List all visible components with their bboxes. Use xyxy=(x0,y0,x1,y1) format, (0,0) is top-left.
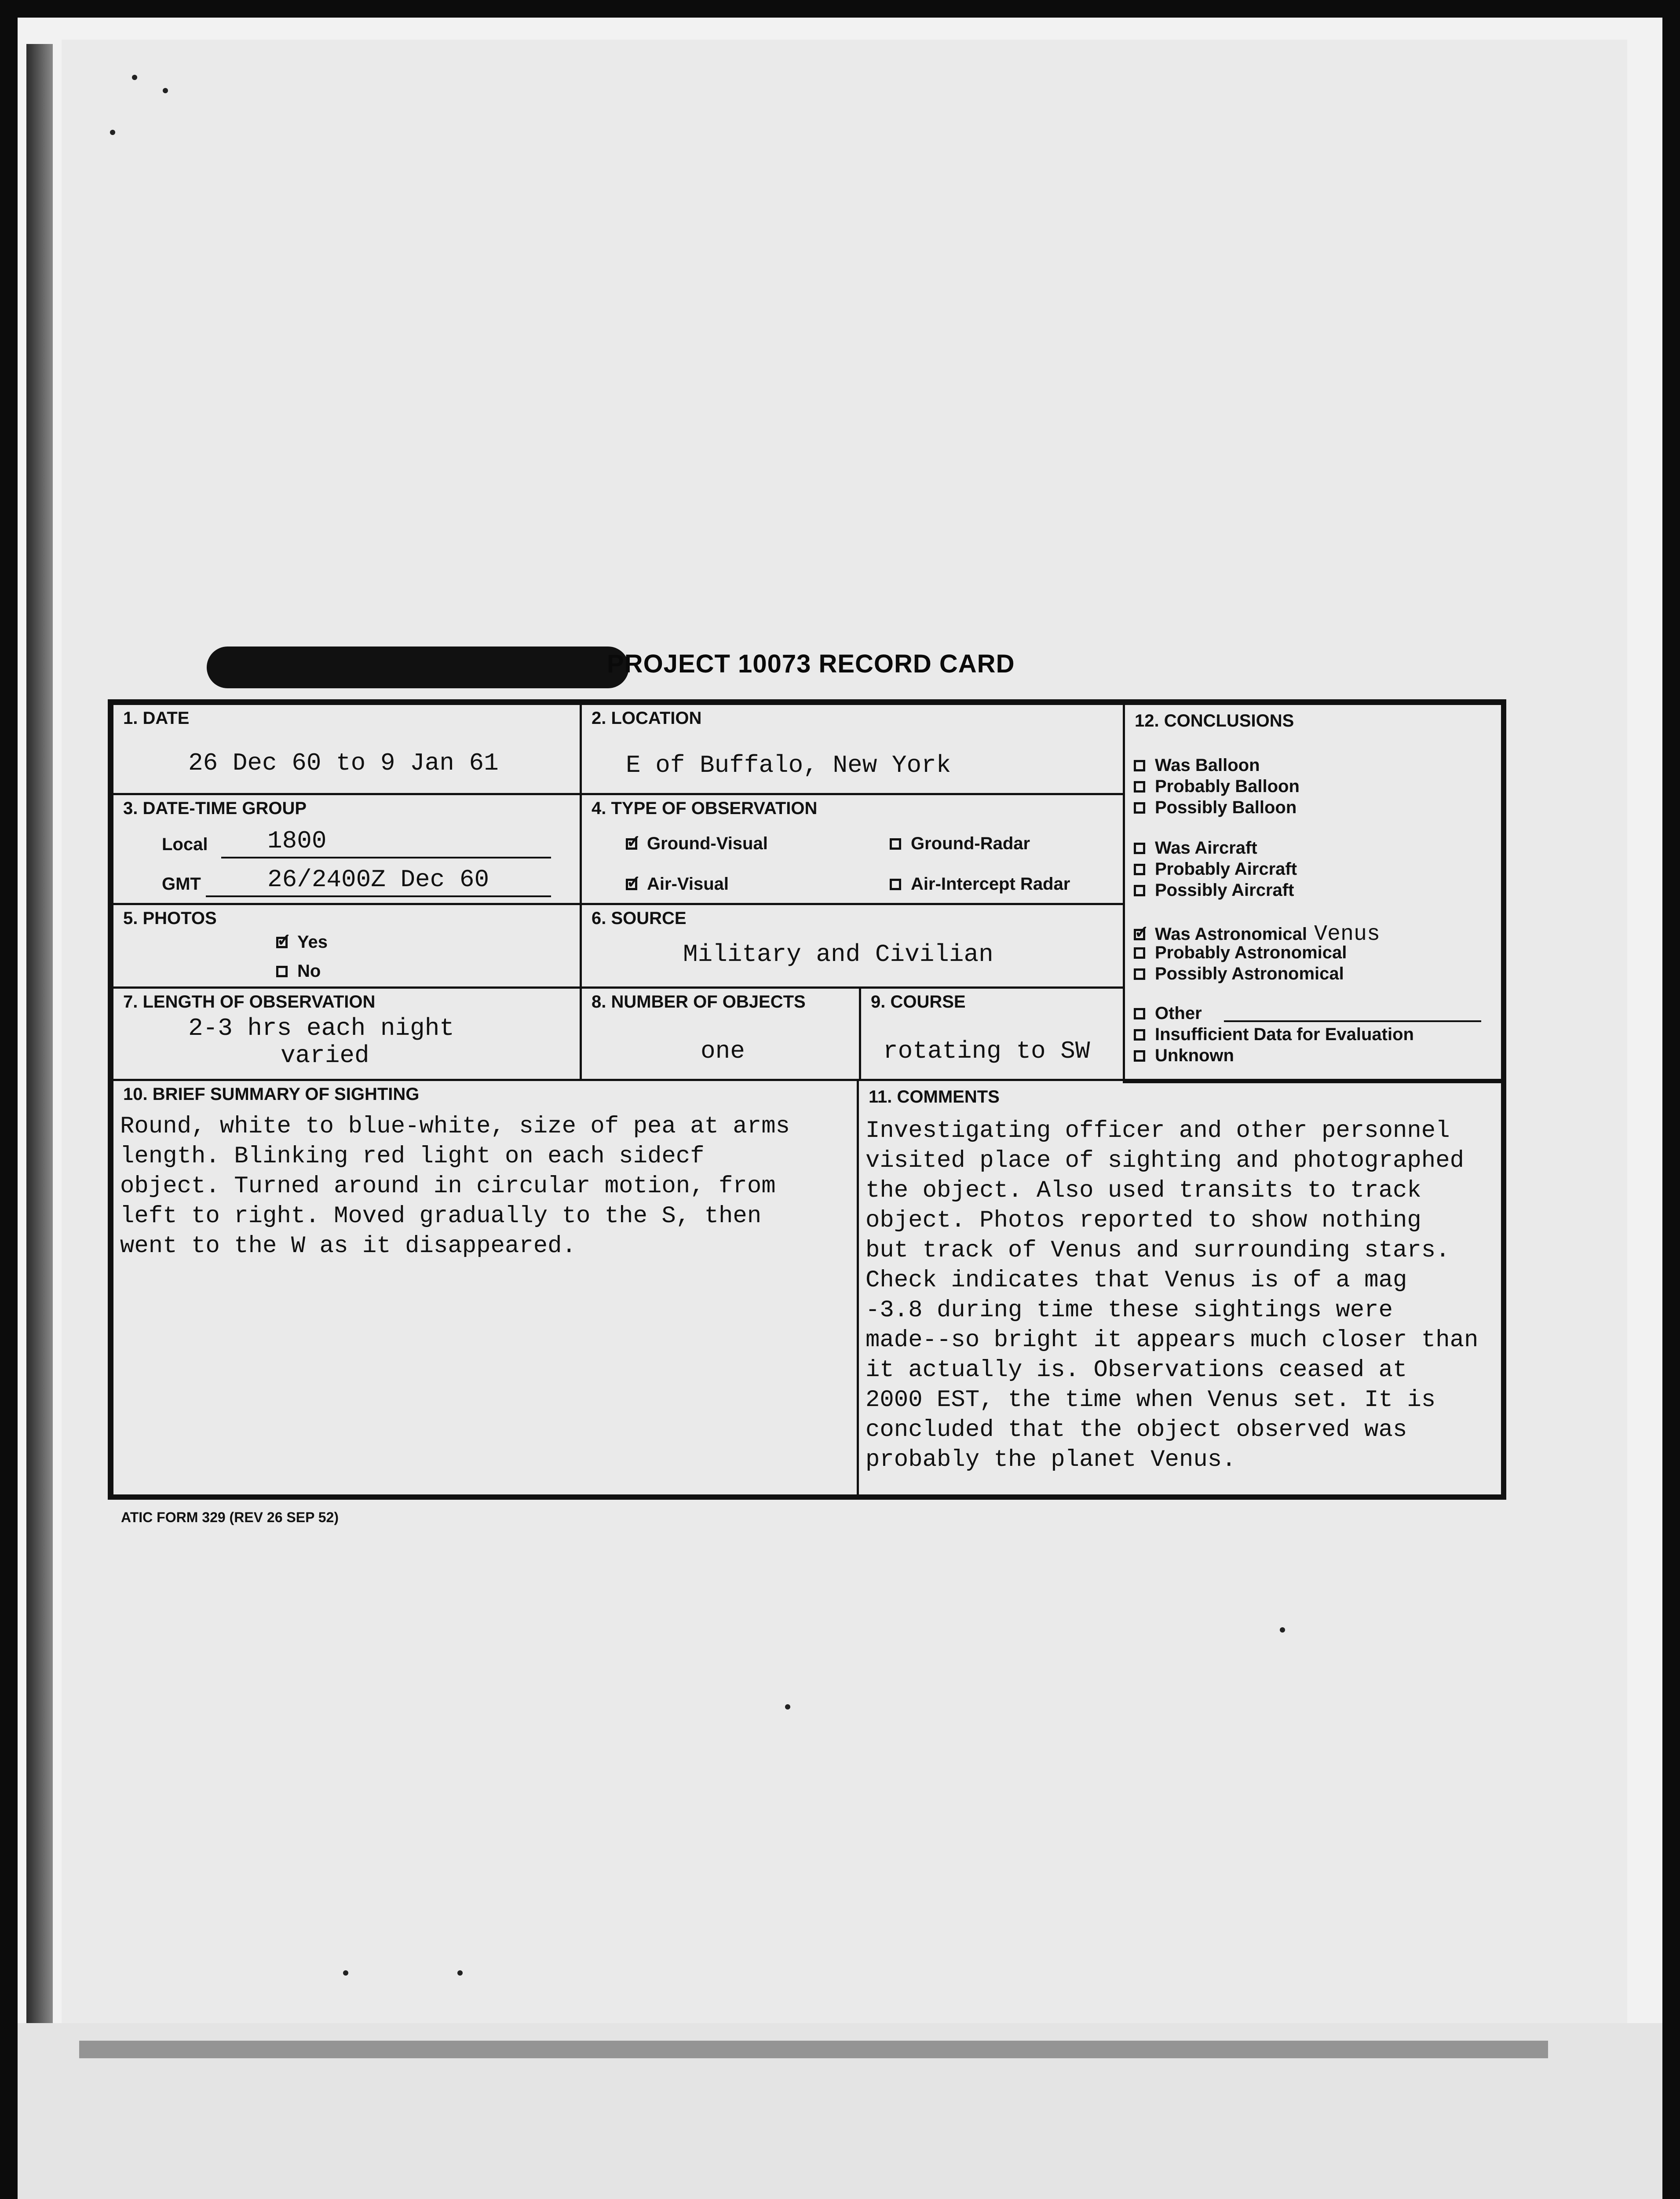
length-value-line1: 2-3 hrs each night xyxy=(188,1014,454,1042)
record-card xyxy=(108,699,1506,1500)
length-value-line2: varied xyxy=(281,1041,369,1070)
summary-cell xyxy=(111,1079,859,1497)
number-of-objects-cell xyxy=(580,986,861,1081)
option-label: Other xyxy=(1155,1004,1202,1023)
scan-speck xyxy=(110,130,115,135)
other-underline xyxy=(1224,1020,1481,1022)
comments-cell xyxy=(857,1079,1503,1497)
observation-type-cell xyxy=(580,793,1125,905)
comments-line: made--so bright it appears much closer than xyxy=(866,1327,1479,1354)
page-edge-shadow xyxy=(26,44,53,2023)
astronomical-note: Venus xyxy=(1314,922,1381,947)
course-value: rotating to SW xyxy=(883,1037,1090,1065)
conclusion-was-aircraft xyxy=(1134,838,1257,858)
scan-speck xyxy=(1280,1627,1285,1633)
date-label: 1. DATE xyxy=(123,709,190,728)
gmt-label: GMT xyxy=(162,874,201,894)
length-cell xyxy=(111,986,582,1081)
local-underline xyxy=(221,857,551,858)
checkbox-icon xyxy=(890,838,901,850)
summary-line: left to right. Moved gradually to the S, then xyxy=(120,1203,762,1230)
checkbox-icon xyxy=(1134,885,1145,896)
scan-speck xyxy=(457,1970,463,1976)
option-label: Possibly Aircraft xyxy=(1155,880,1294,900)
option-label: Possibly Balloon xyxy=(1155,798,1297,817)
source-value: Military and Civilian xyxy=(683,940,993,968)
checkbox-icon xyxy=(626,879,637,890)
checkbox-icon xyxy=(276,966,288,977)
checkbox-icon xyxy=(626,838,637,850)
form-id: ATIC FORM 329 (REV 26 SEP 52) xyxy=(121,1509,339,1525)
option-label: Unknown xyxy=(1155,1046,1234,1065)
option-label: Ground-Radar xyxy=(911,834,1030,853)
summary-line: went to the W as it disappeared. xyxy=(120,1233,576,1260)
option-photos-no xyxy=(276,961,321,981)
comments-line: object. Photos reported to show nothing xyxy=(866,1207,1421,1234)
summary-line: length. Blinking red light on each sidecf xyxy=(120,1143,705,1170)
conclusions-cell xyxy=(1123,703,1503,1083)
comments-line: the object. Also used transits to track xyxy=(866,1177,1421,1204)
conclusion-possibly-aircraft xyxy=(1134,880,1294,900)
option-label: No xyxy=(297,961,321,981)
scan-speck xyxy=(132,75,137,80)
checkbox-icon xyxy=(1134,843,1145,854)
comments-line: 2000 EST, the time when Venus set. It is xyxy=(866,1387,1436,1414)
scan-speck xyxy=(343,1970,348,1976)
checkbox-icon xyxy=(276,937,288,948)
comments-text xyxy=(866,1116,1478,1475)
option-label: Was Aircraft xyxy=(1155,838,1257,858)
option-air-intercept-radar xyxy=(890,874,1070,894)
length-label: 7. LENGTH OF OBSERVATION xyxy=(123,992,376,1012)
summary-line: object. Turned around in circular motion, from xyxy=(120,1173,776,1200)
conclusion-insufficient-data xyxy=(1134,1025,1414,1045)
checkbox-icon xyxy=(1134,760,1145,771)
date-value: 26 Dec 60 to 9 Jan 61 xyxy=(188,749,499,777)
checkbox-icon xyxy=(1134,802,1145,814)
local-value: 1800 xyxy=(267,827,327,855)
option-label: Possibly Astronomical xyxy=(1155,964,1344,983)
conclusion-possibly-balloon xyxy=(1134,798,1297,818)
location-label: 2. LOCATION xyxy=(592,709,702,728)
option-label: Was Balloon xyxy=(1155,756,1260,775)
comments-line: Investigating officer and other personnel xyxy=(866,1118,1450,1144)
comments-line: Check indicates that Venus is of a mag xyxy=(866,1267,1407,1294)
conclusion-was-balloon xyxy=(1134,756,1260,775)
observation-type-label: 4. TYPE OF OBSERVATION xyxy=(592,799,818,818)
option-label: Probably Astronomical xyxy=(1155,943,1347,962)
summary-text xyxy=(120,1112,790,1261)
conclusion-unknown xyxy=(1134,1046,1234,1066)
option-label: Ground-Visual xyxy=(647,834,768,853)
conclusion-probably-balloon xyxy=(1134,777,1300,796)
option-label: Probably Balloon xyxy=(1155,777,1300,796)
redaction-mark xyxy=(207,647,629,688)
summary-label: 10. BRIEF SUMMARY OF SIGHTING xyxy=(123,1085,420,1104)
option-label: Insufficient Data for Evaluation xyxy=(1155,1025,1414,1044)
conclusion-other xyxy=(1134,1004,1202,1023)
option-air-visual xyxy=(626,874,729,894)
checkbox-icon xyxy=(1134,1008,1145,1019)
checkbox-icon xyxy=(1134,947,1145,959)
comments-line: visited place of sighting and photographed xyxy=(866,1147,1465,1174)
conclusion-probably-astronomical xyxy=(1134,943,1347,963)
summary-line: Round, white to blue-white, size of pea at arms xyxy=(120,1113,790,1140)
conclusions-label: 12. CONCLUSIONS xyxy=(1135,711,1294,731)
location-value: E of Buffalo, New York xyxy=(626,751,951,779)
gmt-underline xyxy=(206,895,551,897)
comments-line: -3.8 during time these sightings were xyxy=(866,1297,1393,1324)
location-cell xyxy=(580,703,1125,795)
photos-label: 5. PHOTOS xyxy=(123,909,217,928)
number-of-objects-value: one xyxy=(701,1037,745,1065)
option-label: Air-Intercept Radar xyxy=(911,874,1070,894)
checkbox-icon xyxy=(1134,929,1145,940)
number-of-objects-label: 8. NUMBER OF OBJECTS xyxy=(592,992,806,1012)
date-cell xyxy=(111,703,582,795)
comments-line: probably the planet Venus. xyxy=(866,1447,1236,1473)
option-label: Yes xyxy=(297,932,328,952)
option-label: Was Astronomical xyxy=(1155,924,1307,944)
course-cell xyxy=(859,986,1125,1081)
checkbox-icon xyxy=(1134,781,1145,793)
comments-label: 11. COMMENTS xyxy=(869,1087,1000,1107)
comments-line: it actually is. Observations ceased at xyxy=(866,1357,1407,1384)
datetime-group-cell xyxy=(111,793,582,905)
sheet-shadow xyxy=(79,2041,1548,2058)
local-label: Local xyxy=(162,835,208,854)
option-label: Probably Aircraft xyxy=(1155,859,1297,879)
checkbox-icon xyxy=(1134,864,1145,875)
checkbox-icon xyxy=(1134,1050,1145,1062)
course-label: 9. COURSE xyxy=(871,992,966,1012)
source-cell xyxy=(580,903,1125,989)
option-ground-radar xyxy=(890,834,1030,854)
comments-line: but track of Venus and surrounding stars. xyxy=(866,1237,1450,1264)
conclusion-possibly-astronomical xyxy=(1134,964,1344,984)
option-label: Air-Visual xyxy=(647,874,729,894)
gmt-value: 26/2400Z Dec 60 xyxy=(267,866,489,894)
option-ground-visual xyxy=(626,834,768,854)
checkbox-icon xyxy=(1134,968,1145,980)
scan-speck xyxy=(785,1704,790,1710)
conclusion-probably-aircraft xyxy=(1134,859,1297,879)
datetime-group-label: 3. DATE-TIME GROUP xyxy=(123,799,307,818)
checkbox-icon xyxy=(1134,1029,1145,1041)
option-photos-yes xyxy=(276,932,328,952)
scan-speck xyxy=(163,88,168,93)
source-label: 6. SOURCE xyxy=(592,909,687,928)
checkbox-icon xyxy=(890,879,901,890)
card-title: PROJECT 10073 RECORD CARD xyxy=(607,650,1015,678)
comments-line: concluded that the object observed was xyxy=(866,1417,1407,1443)
photos-cell xyxy=(111,903,582,989)
